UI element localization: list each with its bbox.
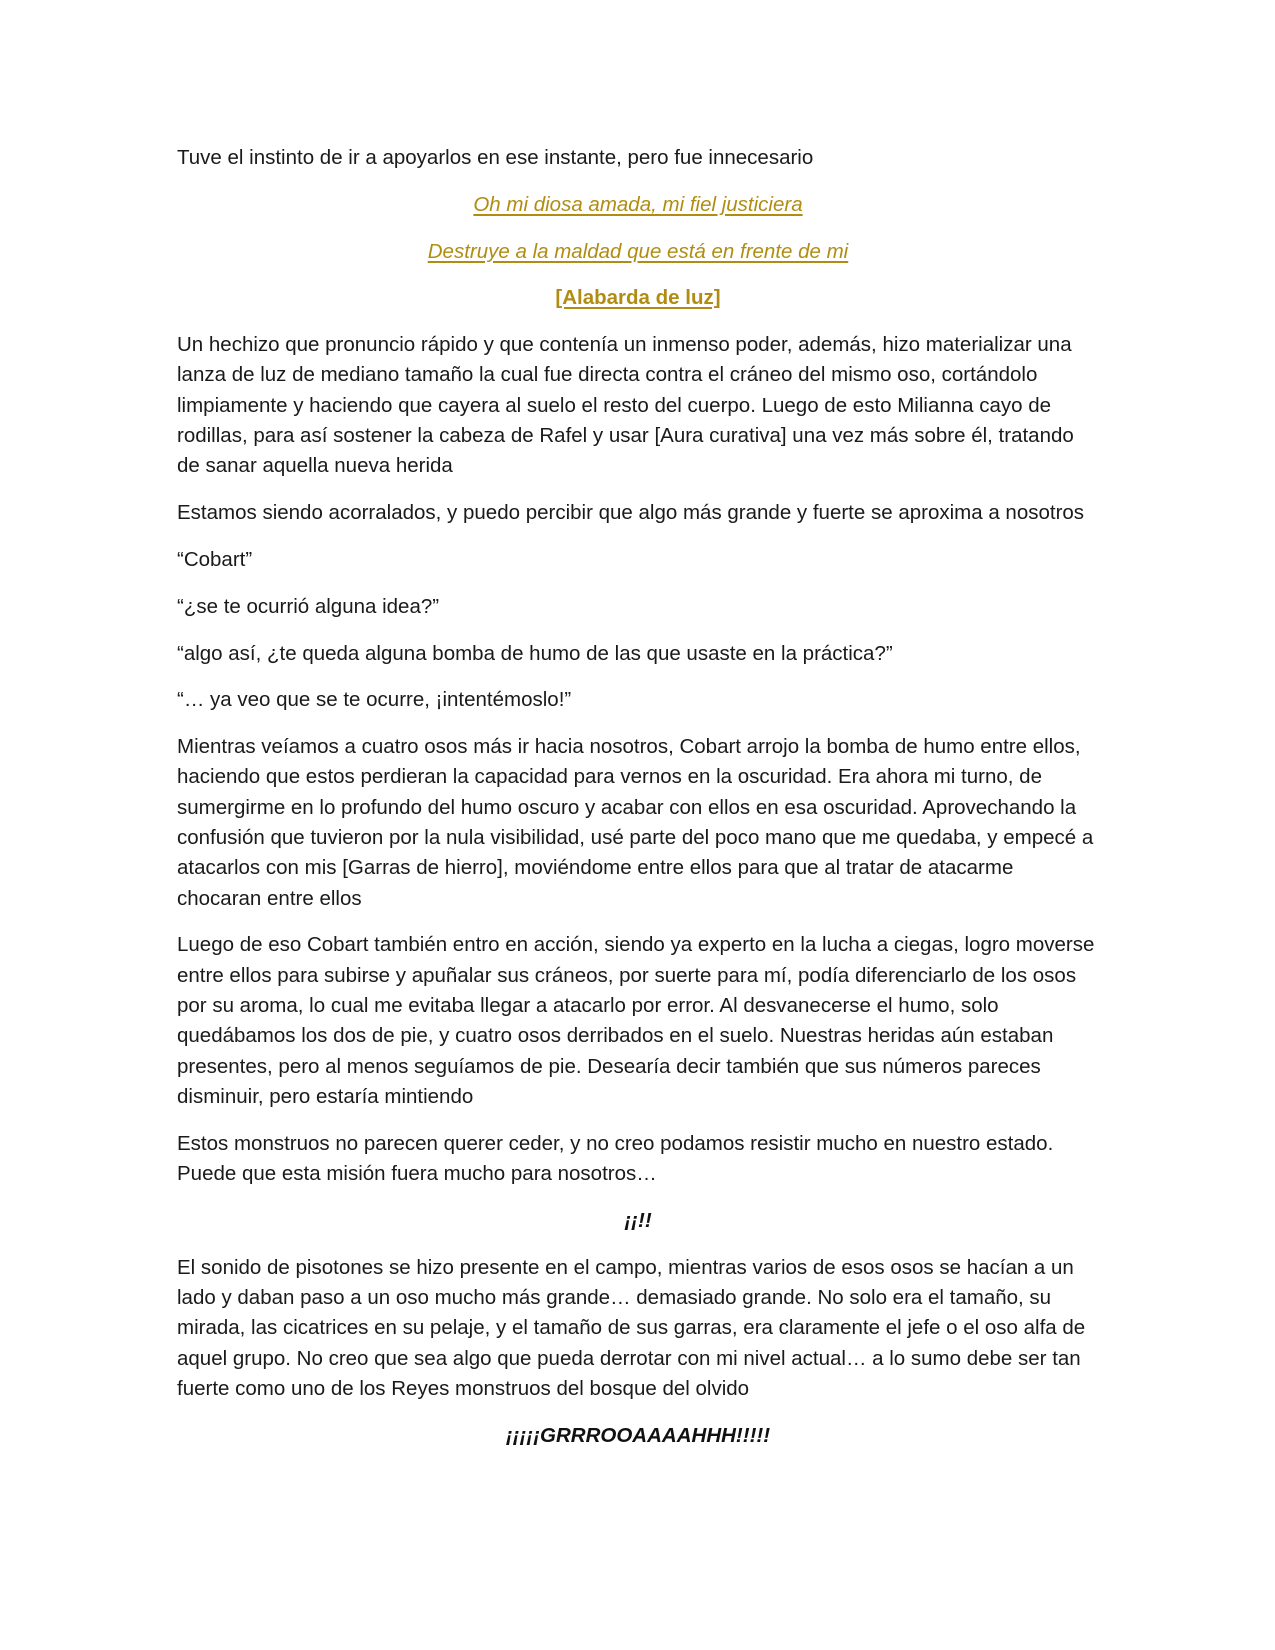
paragraph-alpha-bear: El sonido de pisotones se hizo presente en el campo, mientras varios de esos osos se hacían a un lado y daban paso a un oso mucho más grande… demasiado grande. No solo era el tamaño, su mirada, las cicatrices en su pelaje, y el tamaño de sus garras, era claramente el jefe o el oso alfa de aquel grupo. No creo que sea algo que pueda derrotar con mi nivel actual… a lo sumo debe ser tan fuerte como uno de los Reyes monstruos del bosque del olvido — [177, 1255, 1086, 1400]
spell-name-line — [177, 283, 1099, 313]
spell-line-2 — [177, 237, 1099, 267]
dialogue-2: “¿se te ocurrió alguna idea?” — [177, 594, 440, 618]
paragraph-smoke-bomb: Mientras veíamos a cuatro osos más ir hacia nosotros, Cobart arrojo la bomba de humo entre ellos, haciendo que estos perdieran la capacidad para vernos en la oscuridad. Era ahora mi turno, de sumergirme en lo profundo del humo oscuro y acabar con ellos en esa oscuridad. Aprovechando la confusión que tuvieron por la nula visibilidad, usé parte del poco mano que me quedaba, y empecé a atacarlos con mis [Garras de hierro], moviéndome entre ellos para que al tratar de atacarme chocaran entre ellos — [177, 735, 1094, 910]
spell-name: [Alabarda de luz] — [555, 286, 721, 310]
paragraph-cornered: Estamos siendo acorralados, y puedo percibir que algo más grande y fuerte se aproxima a nosotros — [177, 501, 1085, 525]
spell-line-1 — [177, 190, 1099, 220]
exclamation: ¡¡!! — [624, 1208, 652, 1232]
dialogue-3: “algo así, ¿te queda alguna bomba de humo de las que usaste en la práctica?” — [177, 641, 893, 665]
paragraph-cobart-action: Luego de eso Cobart también entro en acción, siendo ya experto en la lucha a ciegas, logro moverse entre ellos para subirse y apuñalar sus cráneos, por suerte para mí, podía diferenciarlo de los osos por su aroma, lo cual me evitaba llegar a atacarlo por error. Al desvanecerse el humo, solo quedábamos los dos de pie, y cuatro osos derribados en el suelo. Nuestras heridas aún estaban presentes, pero al menos seguíamos de pie. Desearía decir también que sus números pareces disminuir, pero estaría mintiendo — [177, 933, 1095, 1108]
dialogue-1: “Cobart” — [177, 547, 253, 571]
paragraph-spell-effect: Un hechizo que pronuncio rápido y que contenía un inmenso poder, además, hizo materializar una lanza de luz de mediano tamaño la cual fue directa contra el cráneo del mismo oso, cortándolo limpiamente y haciendo que cayera al suelo el resto del cuerpo. Luego de esto Milianna cayo de rodillas, para así sostener la cabeza de Rafel y usar [Aura curativa] una vez más sobre él, tratando de sanar aquella nueva herida — [177, 333, 1074, 478]
spell-text-2: Destruye a la maldad que está en frente de mi — [427, 239, 849, 263]
spell-text-1: Oh mi diosa amada, mi fiel justiciera — [473, 192, 803, 216]
roar: ¡¡¡¡¡GRRROOAAAAHHH!!!!! — [505, 1423, 771, 1447]
dialogue-4: “… ya veo que se te ocurre, ¡intentémoslo!” — [177, 688, 572, 712]
document-page — [177, 143, 1099, 1467]
paragraph-monsters: Estos monstruos no parecen querer ceder, y no creo podamos resistir mucho en nuestro estado. Puede que esta misión fuera mucho para nosotros… — [177, 1131, 1054, 1186]
paragraph-intro: Tuve el instinto de ir a apoyarlos en ese instante, pero fue innecesario — [177, 146, 814, 169]
